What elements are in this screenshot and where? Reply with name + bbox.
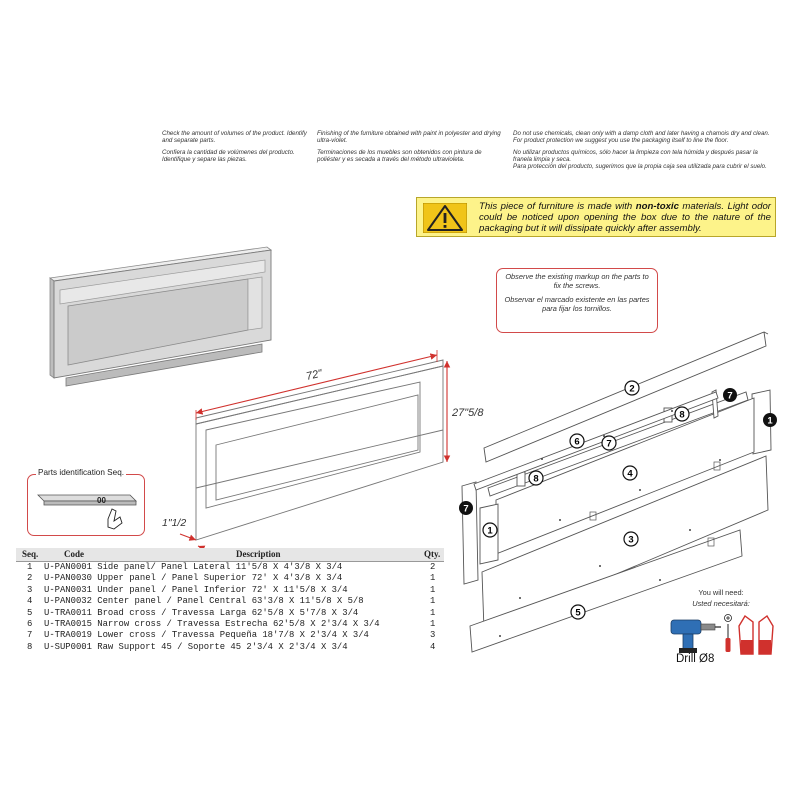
dimension-depth (162, 517, 212, 552)
callout-1-left (483, 523, 497, 537)
protect-en: For product protection we suggest you use the packaging itself to line the floor. (513, 137, 729, 145)
part-mark-number: 00 (97, 496, 106, 505)
tools-needed-en: You will need: (698, 588, 744, 597)
headboard-render (50, 247, 271, 386)
bom-header-description: Description (236, 549, 281, 559)
bom-header (16, 548, 444, 562)
bom-header-seq: Seq. (22, 549, 39, 559)
parts-identification-label: Parts identification Seq. (38, 468, 125, 477)
svg-text:7: 7 (606, 438, 612, 450)
tools-needed (661, 578, 786, 672)
svg-text:7: 7 (727, 390, 733, 402)
callout-6 (570, 434, 584, 448)
table-row: 4 U-PAN0032 Center panel / Panel Central 63'3/8 X 11'5/8 X 5/8 1 (27, 596, 436, 607)
svg-text:7: 7 (463, 503, 469, 515)
board-with-mark-icon (28, 475, 146, 537)
table-row: 3 U-PAN0031 Under panel / Panel Inferior 72' X 11'5/8 X 3/4 1 (27, 584, 436, 595)
table-row: 8 U-SUP0001 Raw Support 45 / Soporte 45 2'3/4 X 2'3/4 X 3/4 4 (27, 641, 436, 652)
callout-8-left (529, 471, 543, 485)
warning-text-end: materials. Light odor could be noticed upon opening the box due to the nature of the packaging but it will dissipate quickly after assembly. (479, 201, 771, 234)
bill-of-materials (16, 548, 444, 653)
part-side-panel-left (462, 482, 478, 584)
clean-es: No utilizar productos químicos, sólo hacer la limpieza con tela húmida y después pasar la franela limpia y seca. (513, 148, 758, 163)
tools-needed-es: Usted necesitará: (692, 599, 750, 608)
svg-text:5: 5 (575, 607, 581, 619)
volumes-en: Check the amount of volumes of the product. Identify and separate parts. (162, 130, 307, 145)
warning-text-start: This piece of furniture is made with (479, 201, 636, 212)
warning-text-bold: non-toxic (635, 201, 679, 212)
finish-en: Finishing of the furniture obtained with paint in polyester and drying ultra-violet. (317, 130, 501, 145)
drill-label: Drill Ø8 (676, 653, 715, 665)
callout-5 (571, 605, 585, 619)
headboard-line-drawing (196, 360, 443, 540)
callout-7-left (459, 501, 473, 515)
markup-note-en: Observe the existing markup on the parts to fix the screws. (505, 272, 649, 290)
table-row: 1 U-PAN0001 Side panel/ Panel Lateral 11'5/8 X 4'3/8 X 3/4 2 (27, 562, 436, 572)
finish-es: Terminaciones de los muebles son obtenidos con pintura de poliéster y es secada a través del método ultravioleta. (317, 148, 482, 163)
table-row: 5 U-TRA0011 Broad cross / Travessa Larga 62'5/8 X 5'7/8 X 3/4 1 (27, 607, 436, 618)
protect-es: Para protección del producto, sugerimos que la propia caja sea utilizada para cubrir el suelo. (513, 163, 767, 171)
gloves-icon (739, 616, 773, 654)
callout-3 (624, 532, 638, 546)
svg-text:6: 6 (574, 436, 580, 448)
table-row: 7 U-TRA0019 Lower cross / Travessa Pequeña 18'7/8 X 2'3/4 X 3/4 3 (27, 630, 436, 641)
callout-8-top (675, 407, 689, 421)
drill-icon (671, 620, 721, 653)
table-row: 2 U-PAN0030 Upper panel / Panel Superior 72' X 4'3/8 X 3/4 1 (27, 573, 436, 584)
svg-text:1: 1 (487, 525, 493, 537)
width-label: 72" (304, 367, 324, 383)
svg-text:8: 8 (533, 473, 539, 485)
height-label: 27"5/8 (452, 407, 484, 419)
callout-1-right (763, 413, 777, 427)
bom-rows (16, 562, 444, 653)
svg-text:8: 8 (679, 409, 685, 421)
dimension-height (447, 361, 484, 462)
depth-label: 1"1/2 (162, 517, 187, 529)
callout-2 (625, 381, 639, 395)
callout-4 (623, 466, 637, 480)
svg-text:4: 4 (627, 468, 633, 480)
parts-identification-box (27, 468, 145, 536)
svg-text:2: 2 (629, 383, 635, 395)
bom-header-code: Code (64, 549, 84, 559)
callout-7-mid (602, 436, 616, 450)
svg-text:3: 3 (628, 534, 634, 546)
table-row: 6 U-TRA0015 Narrow cross / Travessa Estrecha 62'5/8 X 2'3/4 X 3/4 1 (27, 618, 436, 629)
screwdriver-icon (725, 615, 732, 653)
bom-header-qty: Qty. (424, 549, 441, 559)
volumes-es: Confiera la cantidad de volúmenes del producto. Identifique y separe las piezas. (162, 148, 295, 163)
clean-en: Do not use chemicals, clean only with a damp cloth and later having a chamois dry and clean. (513, 130, 770, 137)
svg-text:1: 1 (767, 415, 773, 427)
callout-7-top (723, 388, 737, 402)
markup-note-es: Observar el marcado existente en las partes para fijar los tornillos. (504, 295, 650, 313)
